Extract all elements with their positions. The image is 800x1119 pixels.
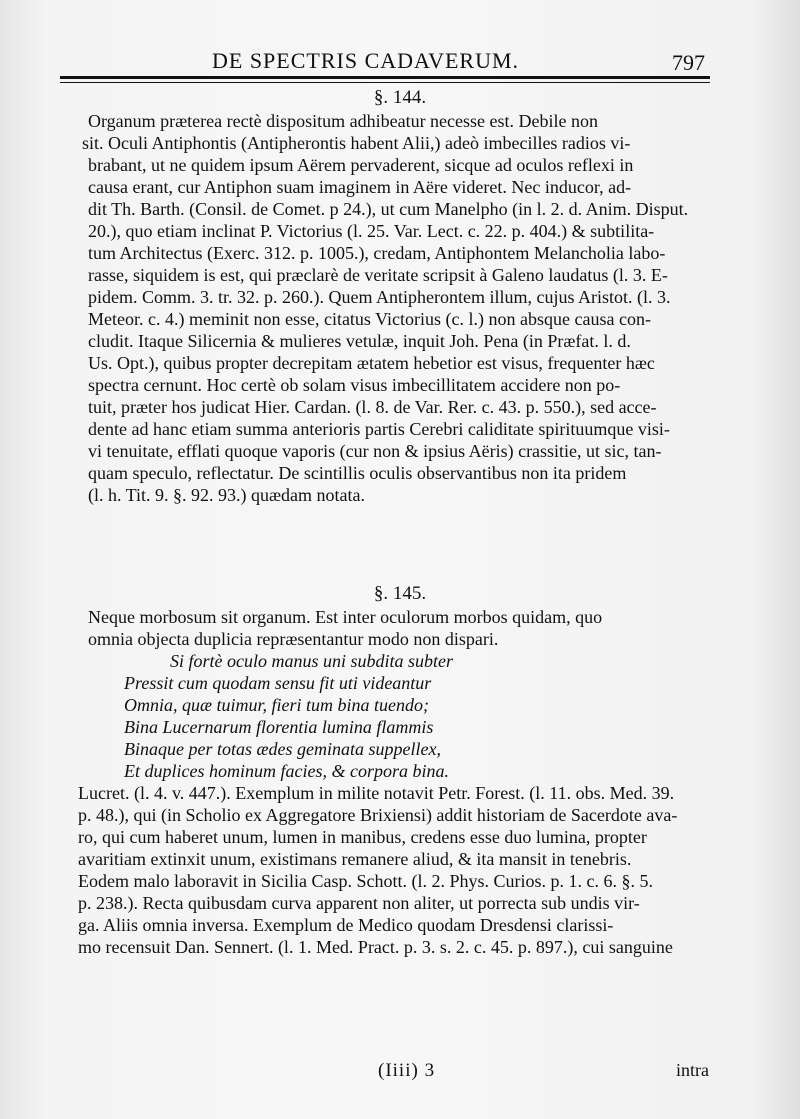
section-heading: §. 144. [373, 87, 427, 108]
text-line: rasse, siquidem is est, qui præclarè de veritate scripsit à Galeno laudatus (l. 3. E- [88, 265, 668, 285]
signature-mark: (Iiii) 3 [378, 1060, 436, 1081]
text-line: mo recensuit Dan. Sennert. (l. 1. Med. Pract. p. 3. s. 2. c. 45. p. 897.), cui sanguine [78, 937, 673, 957]
verse-line: Binaque per totas ædes geminata suppellex, [124, 739, 441, 759]
text-line: Neque morbosum sit organum. Est inter oculorum morbos quidam, quo [88, 607, 603, 627]
text-line: avaritiam extinxit unum, existimans remanere aliud, & ita mansit in tenebris. [78, 849, 632, 869]
verse-line: Si fortè oculo manus uni subdita subter [170, 651, 453, 671]
text-line: Us. Opt.), quibus propter decrepitam ætatem hebetior est visus, frequenter hæc [88, 353, 655, 373]
text-line: Meteor. c. 4.) meminit non esse, citatus Victorius (c. l.) non absque causa con- [88, 309, 651, 329]
text-line: p. 48.), qui (in Scholio ex Aggregatore Brixiensi) addit historiam de Sacerdote ava- [78, 805, 678, 825]
header-rule-thick [60, 76, 710, 79]
text-line: dit Th. Barth. (Consil. de Comet. p 24.), ut cum Manelpho (in l. 2. d. Anim. Disput. [88, 199, 689, 219]
catchword: intra [676, 1060, 709, 1080]
text-line: dente ad hanc etiam summa anterioris partis Cerebri caliditate spirituumque visi- [88, 419, 670, 439]
section-145 [78, 582, 712, 958]
text-line: pidem. Comm. 3. tr. 32. p. 260.). Quem Antipherontem illum, cujus Aristot. (l. 3. [88, 287, 671, 307]
section-heading: §. 145. [373, 583, 427, 604]
text-line: 20.), quo etiam inclinat P. Victorius (l. 25. Var. Lect. c. 22. p. 404.) & subtilita- [88, 221, 655, 241]
text-line: tum Architectus (Exerc. 312. p. 1005.), credam, Antiphontem Melancholia labo- [88, 243, 666, 263]
text-line: tuit, præter hos judicat Hier. Cardan. (l. 8. de Var. Rer. c. 43. p. 550.), sed acce- [88, 397, 657, 417]
text-line: Eodem malo laboravit in Sicilia Casp. Schott. (l. 2. Phys. Curios. p. 1. c. 6. §. 5. [78, 871, 653, 891]
text-line: p. 238.). Recta quibusdam curva apparent non aliter, ut porrecta sub undis vir- [78, 893, 640, 913]
verse-line: Et duplices hominum facies, & corpora bina. [124, 761, 449, 781]
text-line: ro, qui cum haberet unum, lumen in manibus, credens esse duo lumina, propter [78, 827, 647, 847]
text-line: vi tenuitate, efflati quoque vaporis (cur non & ipsius Aëris) crassitie, ut sic, tan- [88, 441, 662, 461]
text-line: omnia objecta duplicia repræsentantur modo non dispari. [88, 629, 499, 649]
running-head: DE SPECTRIS CADAVERUM. [212, 48, 520, 73]
text-line: sit. Oculi Antiphontis (Antipherontis habent Alii,) adeò imbecilles radios vi- [82, 133, 631, 153]
text-line: Lucret. (l. 4. v. 447.). Exemplum in milite notavit Petr. Forest. (l. 11. obs. Med. 39. [78, 783, 675, 803]
text-line: Organum præterea rectè dispositum adhibeatur necesse est. Debile non [88, 111, 599, 131]
text-line: ga. Aliis omnia inversa. Exemplum de Medico quodam Dresdensi clarissi- [78, 915, 614, 935]
header-rule-thin [60, 82, 710, 83]
text-line: cludit. Itaque Silicernia & mulieres vetulæ, inquit Joh. Pena (in Præfat. l. d. [88, 331, 631, 351]
section-144 [82, 86, 712, 506]
page-number: 797 [672, 50, 705, 75]
page-header [60, 44, 720, 78]
verse-line: Omnia, quæ tuimur, fieri tum bina tuendo; [124, 695, 429, 715]
verse-line: Bina Lucernarum florentia lumina flammis [124, 717, 434, 737]
text-line: (l. h. Tit. 9. §. 92. 93.) quædam notata. [88, 485, 366, 505]
text-line: causa erant, cur Antiphon suam imaginem in Aëre videret. Nec inducor, ad- [88, 177, 632, 197]
text-line: quam speculo, reflectatur. De scintillis oculis observantibus non ita pridem [88, 463, 627, 483]
text-line: spectra cernunt. Hoc certè ob solam visus imbecillitatem accidere non po- [88, 375, 621, 395]
text-line: brabant, ut ne quidem ipsum Aërem pervaderent, sicque ad oculos reflexi in [88, 155, 634, 175]
verse-line: Pressit cum quodam sensu fit uti videantur [124, 673, 432, 693]
